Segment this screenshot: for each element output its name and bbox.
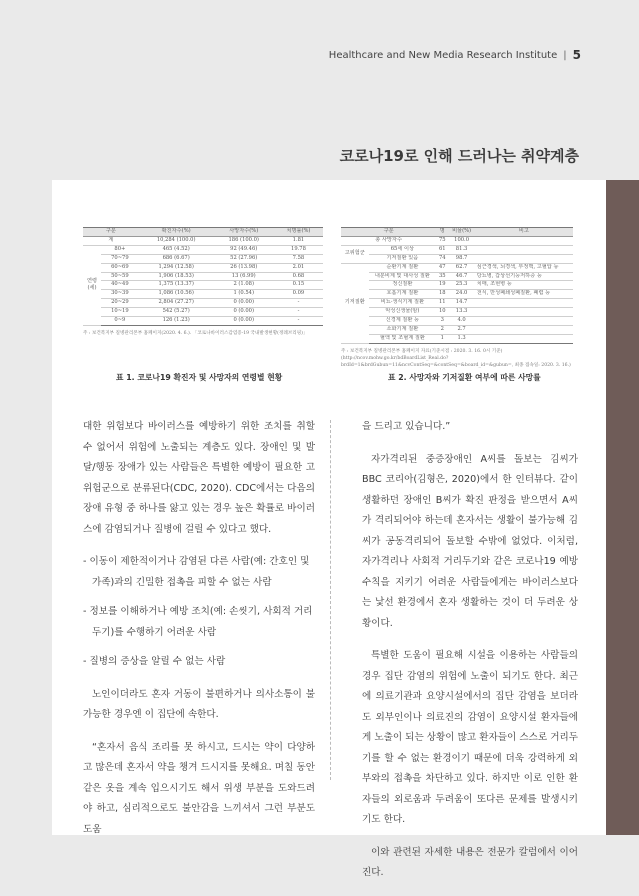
- table-row: [341, 272, 573, 281]
- table-row: [83, 236, 323, 245]
- table-row: [83, 308, 323, 317]
- count-cell: 47: [436, 263, 448, 272]
- table-header-cell: 비고: [475, 228, 573, 237]
- deaths-cell: 1 (0.54): [214, 290, 274, 299]
- row-label: 60~69: [101, 263, 139, 272]
- count-cell: 74: [436, 254, 448, 263]
- publisher-name: Healthcare and New Media Research Institute: [328, 49, 558, 61]
- table-header-row: [83, 228, 323, 237]
- list-item: - 정보를 이해하거나 예방 조치(예: 손씻기, 사회적 거리 두기)를 수행하기 어려운 사람: [83, 606, 313, 638]
- side-accent-bar: [606, 180, 639, 835]
- row-label: 악성신생물(암): [369, 308, 437, 317]
- row-label: 순환기계 질환: [369, 263, 437, 272]
- deaths-cell: 52 (27.96): [214, 254, 274, 263]
- page-number: 5: [572, 48, 581, 62]
- table-header-row: [341, 228, 573, 237]
- column-divider: [330, 420, 331, 780]
- table-1-caption: 표 1. 코로나19 확진자 및 사망자의 연령별 현황: [116, 373, 283, 382]
- deaths-cell: 186 (100.0): [214, 236, 274, 245]
- row-group-label: 기저질환: [341, 263, 369, 343]
- table-row: [341, 334, 573, 343]
- pct-cell: 46.7: [448, 272, 474, 281]
- comorbidity-table: [341, 227, 573, 344]
- count-cell: 35: [436, 272, 448, 281]
- pct-cell: 25.3: [448, 281, 474, 290]
- row-label: 80+: [101, 245, 139, 254]
- table-header-cell: 비율(%): [448, 228, 474, 237]
- pct-cell: 13.3: [448, 308, 474, 317]
- row-label: 혈액 및 조혈계 질환: [369, 334, 437, 343]
- row-label: 총 사망자수: [341, 236, 436, 245]
- remark-cell: [475, 245, 573, 254]
- table-row: [341, 299, 573, 308]
- row-label: 50~59: [101, 272, 139, 281]
- row-label: 호흡기계 질환: [369, 290, 437, 299]
- pct-cell: 62.7: [448, 263, 474, 272]
- fatality-cell: 19.78: [274, 245, 323, 254]
- paragraph: 대한 위험보다 바이러스를 예방하기 위한 조치를 취할 수 없어서 위험에 노출되는 계층도 있다. 장애인 및 발달/행동 장애가 있는 사람들은 특별한 예방이 필요한 고위험군으로 분류된다(CDC, 2020). CDC에서는 다음의 장애 유형 중 하나를 앓고 있는 경우 높은 확률로 바이러스에 감염되거나 질병에 걸릴 수 있다고 했다.: [83, 421, 315, 535]
- row-label: 신경계 질환 등: [369, 317, 437, 326]
- fatality-cell: 0.15: [274, 281, 323, 290]
- confirmed-cell: 1,086 (10.56): [139, 290, 214, 299]
- row-label: 40~49: [101, 281, 139, 290]
- table-note: 주 : 보건복지부 질병관리본부 홈페이지(2020. 4. 6.). 「코로나바이러스감염증-19 국내발생현황(정례브리핑)」: [83, 330, 308, 336]
- remark-cell: [475, 236, 573, 245]
- pct-cell: 4.0: [448, 317, 474, 326]
- row-label: 10~19: [101, 308, 139, 317]
- row-label: 20~29: [101, 299, 139, 308]
- table-row: [83, 263, 323, 272]
- list-item: - 이동이 제한적이거나 감염된 다른 사람(예: 간호인 및 가족)과의 긴밀한 접촉을 피할 수 없는 사람: [83, 556, 310, 588]
- confirmed-cell: 1,906 (18.53): [139, 272, 214, 281]
- table-2: [341, 227, 573, 369]
- table-header-cell: 구분: [83, 228, 139, 237]
- row-label: 기저질환 있음: [369, 254, 437, 263]
- deaths-cell: 0 (0.00): [214, 299, 274, 308]
- table-note: 주 : 보건복지부 질병관리본부 홈페이지 자료(기준시점 : 2020. 3. 16. 0시 기준)(http://ncov.mohw.go.kr/bdBoardList_Real.do?brdId=1&brdGubun=11&ncvContSeq=&contSeq=&board_id=&gubun=, 최종 접속일: 2020. 3. 16.): [341, 348, 571, 368]
- table-row: [341, 254, 573, 263]
- row-label: 70~79: [101, 254, 139, 263]
- confirmed-cell: 542 (5.27): [139, 308, 214, 317]
- remark-cell: 치매, 조현병 등: [475, 281, 573, 290]
- pct-cell: 1.3: [448, 334, 474, 343]
- table-row: [83, 245, 323, 254]
- paragraph: 노인이더라도 혼자 거동이 불편하거나 의사소통이 불가능한 경우엔 이 집단에 속한다.: [83, 688, 315, 720]
- table-row: [83, 299, 323, 308]
- deaths-cell: 0 (0.00): [214, 308, 274, 317]
- deaths-cell: 92 (49.46): [214, 245, 274, 254]
- count-cell: 75: [436, 236, 448, 245]
- row-label: 비뇨·생식기계 질환: [369, 299, 437, 308]
- remark-cell: 심근경색, 뇌경색, 부정맥, 고혈압 등: [475, 263, 573, 272]
- count-cell: 18: [436, 290, 448, 299]
- section-title: 코로나19로 인해 드러나는 취약계층: [339, 147, 579, 165]
- running-header: [329, 48, 581, 62]
- quote-paragraph: 을 드리고 있습니다.”: [362, 421, 451, 432]
- table-row: [341, 263, 573, 272]
- table-row: [341, 317, 573, 326]
- table-row: [341, 308, 573, 317]
- remark-cell: [475, 334, 573, 343]
- table-row: [341, 236, 573, 245]
- fatality-cell: 0.09: [274, 290, 323, 299]
- table-header-cell: 구분: [341, 228, 436, 237]
- count-cell: 61: [436, 245, 448, 254]
- right-text-column: [362, 421, 578, 896]
- row-label: 0~9: [101, 317, 139, 326]
- count-cell: 1: [436, 334, 448, 343]
- pct-cell: 14.7: [448, 299, 474, 308]
- deaths-cell: 26 (13.98): [214, 263, 274, 272]
- deaths-cell: 2 (1.08): [214, 281, 274, 290]
- count-cell: 2: [436, 325, 448, 334]
- fatality-cell: -: [274, 308, 323, 317]
- table-header-cell: 치명률(%): [274, 228, 323, 237]
- fatality-cell: -: [274, 299, 323, 308]
- pct-cell: 81.3: [448, 245, 474, 254]
- count-cell: 3: [436, 317, 448, 326]
- paragraph: 이와 관련된 자세한 내용은 전문가 칼럼에서 이어진다.: [362, 846, 578, 878]
- confirmed-cell: 10,284 (100.0): [139, 236, 214, 245]
- bullet-list: [83, 552, 315, 673]
- confirmed-cell: 126 (1.23): [139, 317, 214, 326]
- remark-cell: [475, 254, 573, 263]
- table-header-cell: 명: [436, 228, 448, 237]
- row-group-label: 연령 (세): [83, 245, 101, 325]
- table-row: [341, 281, 573, 290]
- row-group-label: 고위험군: [341, 245, 369, 263]
- table-1: [83, 227, 323, 337]
- confirmed-cell: 1,375 (13.37): [139, 281, 214, 290]
- pct-cell: 100.0: [448, 236, 474, 245]
- table-row: [341, 245, 573, 254]
- fatality-cell: 7.58: [274, 254, 323, 263]
- row-label: 계: [83, 236, 139, 245]
- table-2-caption: 표 2. 사망자와 기저질환 여부에 따른 사망률: [388, 373, 541, 382]
- count-cell: 10: [436, 308, 448, 317]
- count-cell: 11: [436, 299, 448, 308]
- paragraph: 특별한 도움이 필요해 시설을 이용하는 사람들의 경우 집단 감염의 위험에 노출이 되기도 한다. 최근에 의료기관과 요양시설에서의 집단 감염을 보더라도 외부인이나 의료진의 감염이 요양시설 환자들에게 노출이 되는 상황이 많고 환자들이 스스로 거리두기를 할 수 없는 환경이기 때문에 더욱 강력하게 외부와의 접촉을 차단하고 있다. 하지만 이로 인한 환자들의 외로움과 두려움이 또다른 문제를 발생시키기도 한다.: [362, 650, 578, 825]
- table-row: [83, 290, 323, 299]
- row-label: 소화기계 질환: [369, 325, 437, 334]
- pct-cell: 24.0: [448, 290, 474, 299]
- row-label: 내분비계 및 대사성 질환: [369, 272, 437, 281]
- fatality-cell: 2.01: [274, 263, 323, 272]
- fatality-cell: 1.81: [274, 236, 323, 245]
- paragraph: 자가격리된 중증장애인 A씨를 돌보는 김씨가 BBC 코리아(김형은, 2020)에서 한 인터뷰다. 같이 생활하던 장애인 B씨가 확진 판정을 받으면서 A씨가 격리되어야 하는데 혼자서는 생활이 불가능해 김씨가 공동격리되어 돌보할 수밖에 없었다. 이처럼, 자가격리나 사회적 거리두기와 같은 코로나19 예방수칙을 지키기 어려운 사람들에게는 바이러스보다는 낯선 환경에서 혼자 생활하는 것이 더 두려운 상황이다.: [362, 453, 578, 629]
- count-cell: 19: [436, 281, 448, 290]
- deaths-cell: 0 (0.00): [214, 317, 274, 326]
- table-row: [341, 325, 573, 334]
- remark-cell: [475, 325, 573, 334]
- remark-cell: 천식, 만성폐쇄성폐질환, 폐렴 등: [475, 290, 573, 299]
- table-header-cell: 사망자수(%): [214, 228, 274, 237]
- header-separator: |: [563, 49, 567, 61]
- confirmed-cell: 1,294 (12.58): [139, 263, 214, 272]
- table-header-cell: 확진자수(%): [139, 228, 214, 237]
- row-label: 정신질환: [369, 281, 437, 290]
- fatality-cell: -: [274, 317, 323, 326]
- pct-cell: 98.7: [448, 254, 474, 263]
- table-row: [83, 281, 323, 290]
- left-text-column: [83, 417, 315, 852]
- confirmed-cell: 465 (4.52): [139, 245, 214, 254]
- row-label: 30~39: [101, 290, 139, 299]
- fatality-cell: 0.68: [274, 272, 323, 281]
- row-label: 65세 이상: [369, 245, 437, 254]
- pct-cell: 2.7: [448, 325, 474, 334]
- age-fatality-table: [83, 227, 323, 326]
- table-row: [83, 254, 323, 263]
- list-item: - 질병의 증상을 알릴 수 없는 사람: [83, 656, 226, 667]
- deaths-cell: 13 (6.99): [214, 272, 274, 281]
- remark-cell: [475, 317, 573, 326]
- content-panel: [52, 180, 606, 878]
- table-row: [83, 272, 323, 281]
- quote-paragraph: “혼자서 음식 조리를 못 하시고, 드시는 약이 다양하고 많은데 혼자서 약을 챙겨 드시지를 못해요. 며칠 동안 같은 옷을 계속 입으시기도 해서 위생 부분을 도와드려야 하고, 심리적으로도 불안감을 느끼셔서 그런 부분도 도움: [83, 741, 315, 835]
- remark-cell: [475, 299, 573, 308]
- remark-cell: [475, 308, 573, 317]
- confirmed-cell: 2,804 (27.27): [139, 299, 214, 308]
- table-row: [341, 290, 573, 299]
- remark-cell: 당뇨병, 갑상선기능저하증 등: [475, 272, 573, 281]
- confirmed-cell: 686 (6.67): [139, 254, 214, 263]
- table-row: [83, 317, 323, 326]
